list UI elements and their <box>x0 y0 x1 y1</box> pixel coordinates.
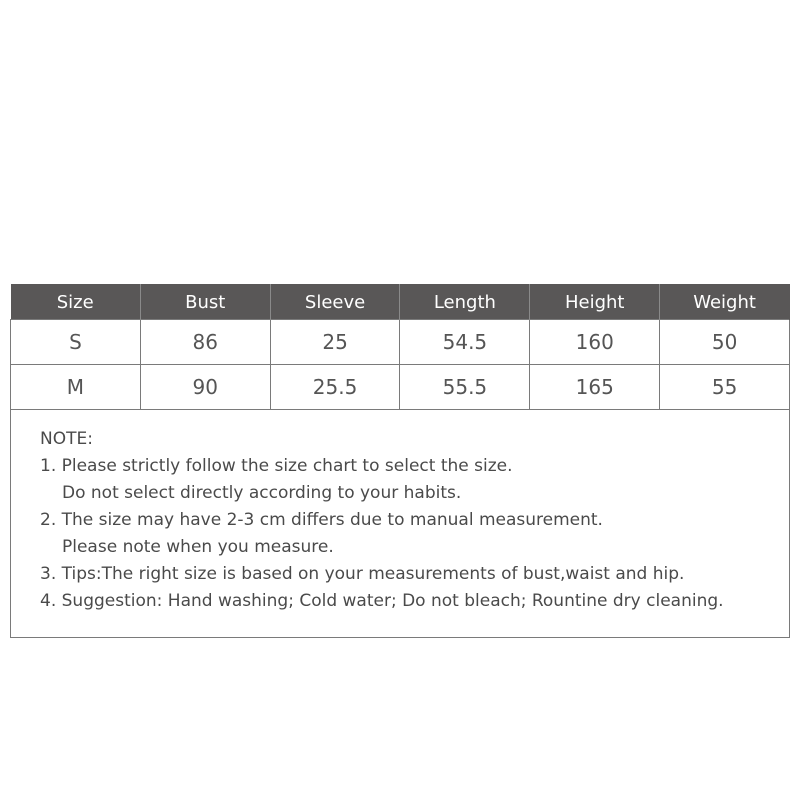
header-sleeve: Sleeve <box>270 285 400 320</box>
header-size: Size <box>11 285 141 320</box>
table-header-row <box>11 285 790 320</box>
header-length: Length <box>400 285 530 320</box>
header-weight: Weight <box>660 285 790 320</box>
cell-sleeve: 25.5 <box>270 365 400 410</box>
cell-length: 54.5 <box>400 320 530 365</box>
note-line-4: 4. Suggestion: Hand washing; Cold water; Do not bleach; Rountine dry cleaning. <box>40 591 724 611</box>
cell-bust: 90 <box>140 365 270 410</box>
cell-sleeve: 25 <box>270 320 400 365</box>
table-row <box>11 320 790 365</box>
cell-length: 55.5 <box>400 365 530 410</box>
cell-size: M <box>11 365 141 410</box>
note-line-2-continued: Please note when you measure. <box>62 537 334 557</box>
note-line-2: 2. The size may have 2-3 cm differs due to manual measurement. <box>40 510 603 530</box>
table-row <box>11 365 790 410</box>
cell-weight: 50 <box>660 320 790 365</box>
cell-weight: 55 <box>660 365 790 410</box>
note-title: NOTE: <box>40 429 93 449</box>
note-box <box>10 408 790 638</box>
note-content <box>40 426 724 615</box>
note-line-1-continued: Do not select directly according to your habits. <box>62 483 462 503</box>
cell-size: S <box>11 320 141 365</box>
header-height: Height <box>530 285 660 320</box>
note-line-1: 1. Please strictly follow the size chart to select the size. <box>40 456 513 476</box>
header-bust: Bust <box>140 285 270 320</box>
cell-height: 160 <box>530 320 660 365</box>
cell-bust: 86 <box>140 320 270 365</box>
cell-height: 165 <box>530 365 660 410</box>
size-chart-table <box>10 284 790 410</box>
note-line-3: 3. Tips:The right size is based on your measurements of bust,waist and hip. <box>40 564 685 584</box>
